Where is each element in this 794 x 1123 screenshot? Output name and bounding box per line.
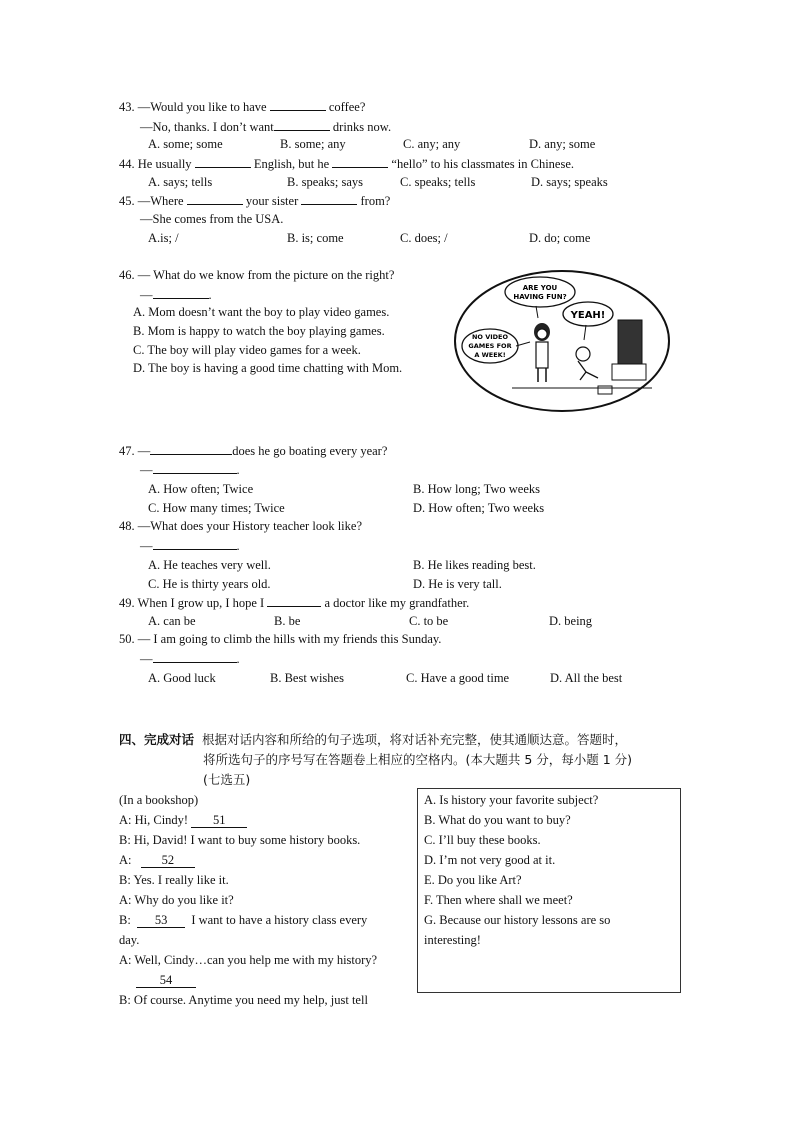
- q47-blank-2[interactable]: [153, 461, 237, 474]
- dialogue-line-2: B: Hi, David! I want to buy some history books.: [119, 833, 361, 847]
- dialogue-line-8: A: Well, Cindy…can you help me with my history?: [119, 953, 378, 967]
- q43-stem-1: 43. —Would you like to have coffee?: [119, 100, 366, 114]
- dialogue-line-6: B: 53 I want to have a history class every: [119, 913, 368, 927]
- q48-answer-line: — .: [140, 539, 240, 553]
- sign-line-2: GAMES FOR: [468, 342, 512, 350]
- q44-blank-1[interactable]: [195, 155, 251, 168]
- q46-option-d[interactable]: D. The boy is having a good time chatting with Mom.: [133, 361, 403, 375]
- choice-g-continued: interesting!: [424, 933, 481, 947]
- q47-option-b[interactable]: B. How long; Two weeks: [413, 482, 541, 496]
- q45-stem-2: —She comes from the USA.: [140, 212, 284, 226]
- choice-b[interactable]: B. What do you want to buy?: [424, 813, 571, 827]
- q45-blank-1[interactable]: [187, 192, 243, 205]
- q48-option-a[interactable]: A. He teaches very well.: [148, 558, 271, 572]
- q48-option-d[interactable]: D. He is very tall.: [413, 577, 502, 591]
- q43-option-d[interactable]: D. any; some: [529, 137, 596, 151]
- q48-option-c[interactable]: C. He is thirty years old.: [148, 577, 271, 591]
- q47-answer-line: — .: [140, 463, 240, 477]
- q43-option-c[interactable]: C. any; any: [403, 137, 461, 151]
- q50-option-a[interactable]: A. Good luck: [148, 671, 216, 685]
- q44-option-b[interactable]: B. speaks; says: [287, 175, 364, 189]
- section-4-heading: [119, 732, 627, 748]
- q47-option-d[interactable]: D. How often; Two weeks: [413, 501, 545, 515]
- section-4-instruction-3: (七选五): [203, 772, 251, 787]
- q43-blank-1[interactable]: [270, 98, 326, 111]
- section-4-instruction-1: 根据对话内容和所给的句子选项，将对话补充完整，使其通顺达意。答题时，: [201, 732, 627, 747]
- q45-option-b[interactable]: B. is; come: [287, 231, 344, 245]
- blank-53[interactable]: 53: [137, 914, 185, 928]
- blank-51[interactable]: 51: [191, 814, 247, 828]
- cartoon-image: [452, 268, 672, 414]
- mom-bubble-line-1: ARE YOU: [522, 284, 558, 292]
- q44-option-a[interactable]: A. says; tells: [148, 175, 213, 189]
- q43-option-a[interactable]: A. some; some: [148, 137, 223, 151]
- q45-option-a[interactable]: A.is; /: [148, 231, 179, 245]
- choice-g[interactable]: G. Because our history lessons are so: [424, 913, 611, 927]
- choice-a[interactable]: A. Is history your favorite subject?: [424, 793, 599, 807]
- q50-option-d[interactable]: D. All the best: [550, 671, 623, 685]
- q45-option-c[interactable]: C. does; /: [400, 231, 448, 245]
- section-4-title: 四、完成对话: [119, 732, 195, 747]
- q45-stem-1: 45. —Where your sister from?: [119, 194, 391, 208]
- q47-blank-1[interactable]: [150, 442, 232, 455]
- section-4-instruction-2: 将所选句子的序号写在答题卷上相应的空格内。(本大题共 5 分，每小题 1 分): [203, 752, 633, 767]
- sign-line-1: NO VIDEO: [471, 333, 509, 341]
- dialogue-line-9: [136, 972, 196, 988]
- q47-stem: 47. — does he go boating every year?: [119, 444, 388, 458]
- q46-answer-line: — .: [140, 288, 212, 302]
- q48-blank[interactable]: [153, 537, 237, 550]
- choice-d[interactable]: D. I’m not very good at it.: [424, 853, 556, 867]
- choice-e[interactable]: E. Do you like Art?: [424, 873, 522, 887]
- dialogue-line-10: B: Of course. Anytime you need my help, just tell: [119, 993, 368, 1007]
- q46-option-c[interactable]: C. The boy will play video games for a week.: [133, 343, 361, 357]
- q45-option-d[interactable]: D. do; come: [529, 231, 591, 245]
- q45-blank-2[interactable]: [301, 192, 357, 205]
- dialogue-line-3: A: 52: [119, 852, 195, 868]
- q50-blank[interactable]: [153, 650, 237, 663]
- boy-bubble-text: YEAH!: [570, 310, 606, 321]
- q44-stem: 44. He usually English, but he “hello” to his classmates in Chinese.: [119, 157, 575, 171]
- sign-line-3: A WEEK!: [474, 351, 506, 359]
- choice-c[interactable]: C. I’ll buy these books.: [424, 833, 541, 847]
- q44-option-d[interactable]: D. says; speaks: [531, 175, 608, 189]
- q46-option-b[interactable]: B. Mom is happy to watch the boy playing games.: [133, 324, 385, 338]
- q47-option-c[interactable]: C. How many times; Twice: [148, 501, 285, 515]
- q43-blank-2[interactable]: [274, 118, 330, 131]
- q49-option-b[interactable]: B. be: [274, 614, 301, 628]
- q49-stem: 49. When I grow up, I hope I a doctor like my grandfather.: [119, 596, 470, 610]
- q48-stem: 48. —What does your History teacher look like?: [119, 519, 362, 533]
- q46-option-a[interactable]: A. Mom doesn’t want the boy to play video games.: [133, 305, 390, 319]
- q50-stem: 50. — I am going to climb the hills with my friends this Sunday.: [119, 632, 442, 646]
- q49-blank[interactable]: [267, 594, 321, 607]
- mom-bubble-line-2: HAVING FUN?: [513, 293, 567, 301]
- dialogue-line-1: A: Hi, Cindy! 51: [119, 812, 247, 828]
- dialogue-line-4: B: Yes. I really like it.: [119, 873, 229, 887]
- q48-option-b[interactable]: B. He likes reading best.: [413, 558, 536, 572]
- q50-option-c[interactable]: C. Have a good time: [406, 671, 510, 685]
- q50-answer-line: — .: [140, 652, 240, 666]
- q49-option-c[interactable]: C. to be: [409, 614, 449, 628]
- q50-option-b[interactable]: B. Best wishes: [270, 671, 344, 685]
- q49-option-a[interactable]: A. can be: [148, 614, 196, 628]
- blank-54[interactable]: 54: [136, 974, 196, 988]
- choice-f[interactable]: F. Then where shall we meet?: [424, 893, 573, 907]
- dialogue-line-7: day.: [119, 933, 140, 947]
- q46-stem: 46. — What do we know from the picture on the right?: [119, 268, 395, 282]
- q43-stem-2: —No, thanks. I don’t want drinks now.: [140, 120, 392, 134]
- q44-option-c[interactable]: C. speaks; tells: [400, 175, 476, 189]
- dialogue-line-5: A: Why do you like it?: [119, 893, 234, 907]
- q46-blank[interactable]: [153, 286, 209, 299]
- blank-52[interactable]: 52: [141, 854, 195, 868]
- q49-option-d[interactable]: D. being: [549, 614, 593, 628]
- dialogue-setting: (In a bookshop): [119, 793, 199, 807]
- q43-option-b[interactable]: B. some; any: [280, 137, 346, 151]
- q44-blank-2[interactable]: [332, 155, 388, 168]
- q47-option-a[interactable]: A. How often; Twice: [148, 482, 254, 496]
